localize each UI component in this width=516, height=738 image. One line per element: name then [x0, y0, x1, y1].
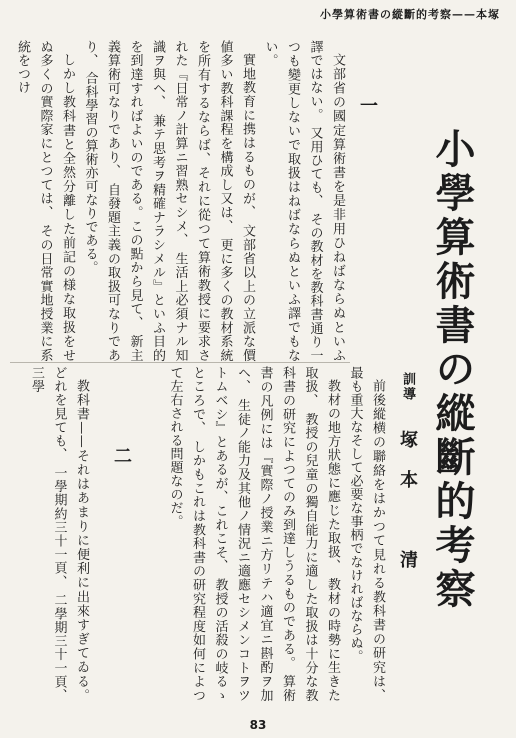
author-byline [398, 372, 416, 590]
block-divider [10, 362, 350, 363]
top-paragraph-1: 文部省の國定算術書を是非用ひねばならぬといふ譯ではない。 又用ひても、 その教材を教科書通り一つも變更しないで取扱はねばならぬといふ譯でもない。 [262, 40, 345, 362]
author-role: 訓導 [400, 372, 415, 402]
bottom-paragraph-2: 教材の地方狀態に應じた取扱、 教材の時勢に生きた取扱、 教授の兒童の獨自能力に適した取扱は十分な教科書の研究によつてのみ到達しうるものである。 算術書の凡例には『實際ノ授業ニ方リテハ適宜ニ斟酌ヲ加ヘ、 生徒ノ能力及其他ノ情況ニ適應セシメンコトヲツトムベシ』とあるが、これこそ、 教授の活殺の岐るゝところで、 しかもこれは教科書の研究程度如何によつて左右される問題なのだ。 [167, 366, 340, 702]
bottom-text-column [142, 366, 388, 702]
top-paragraph-3: しかし教科書と全然分離した前記の様な取扱をせぬ多くの實際家にとつては、 その日常實地授業に系統をつけ [15, 40, 75, 362]
section-number-one: 一 [357, 96, 378, 114]
author-name: 塚本 清 [397, 430, 418, 590]
top-text-column [15, 40, 348, 362]
running-header: 小學算術書の縱斷的考察——本塚 [320, 8, 500, 21]
top-paragraph-2: 實地教育に携はるものが、 文部省以上の立派な價値多い教科課程を構成し又は、 更に多くの教材系統を所有するならば、それに從つて算術教授に要求された『日常ノ計算ニ習熟セシメ、 生活上必須ナル知識ヲ與ヘ、 兼テ思考ヲ精確ナラシメル』といふ目的を到達すればよいのである。この點から見て、 新主義算術可なりであり、 自發題主義の取扱可なりであり、 合科學習の算術亦可なりである。 [82, 40, 255, 362]
article-title: 小學算術書の縱斷的考察 [429, 128, 476, 612]
section-two-paragraph: 教科書——それはあまりに便利に出來すぎてゐる。どれを見ても、 一學期約三十一頁、 二學期三十一頁、 三學 [29, 366, 89, 702]
bottom-paragraph-1: 前後縱横の聯絡をはかつて見れる教科書の研究は、 最も重大なそして必要な事柄でなければならぬ。 [347, 366, 385, 702]
page-number: 83 [249, 718, 267, 732]
section-number-two: 二 [111, 446, 132, 464]
section-two-column [29, 366, 92, 702]
